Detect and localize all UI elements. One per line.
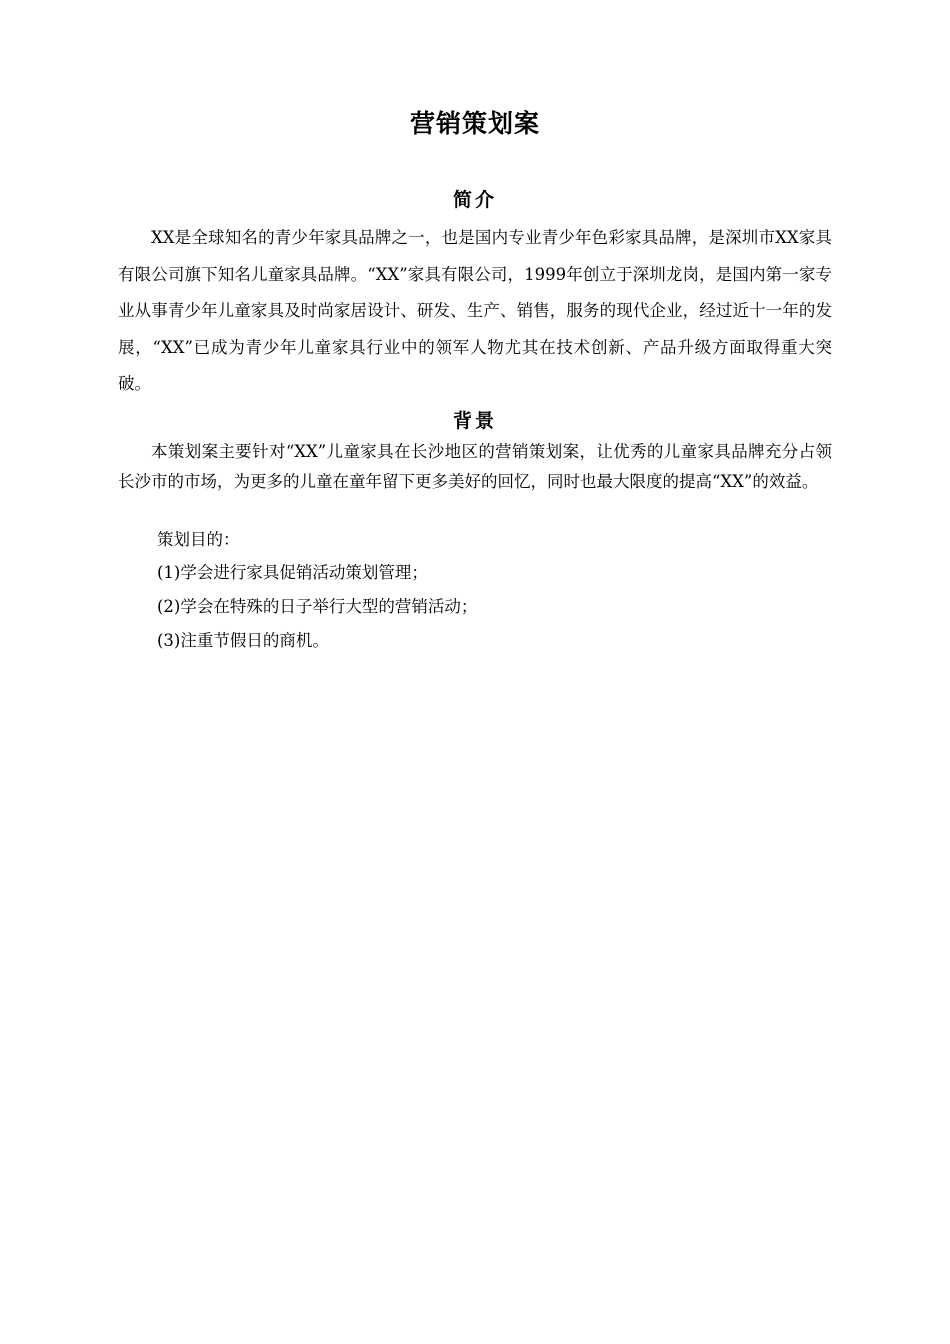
purpose-label: 策划目的： bbox=[157, 530, 240, 549]
purpose-item-3: (3)注重节假日的商机。 bbox=[157, 631, 329, 650]
purpose-item-2: (2)学会在特殊的日子举行大型的营销活动； bbox=[157, 597, 478, 616]
purpose-item-1: (1)学会进行家具促销活动策划管理； bbox=[157, 563, 428, 582]
section-heading-intro: 简介 bbox=[452, 189, 497, 211]
section-heading-background: 背景 bbox=[452, 410, 497, 432]
intro-paragraph: XX是全球知名的青少年家具品牌之一，也是国内专业青少年色彩家具品牌，是深圳市XX家具有限公司旗下知名儿童家具品牌。“XX”家具有限公司，1999年创立于深圳龙岗，是国内第一家专业从事青少年儿童家具及时尚家居设计、研发、生产、销售，服务的现代企业，经过近十一年的发展，“XX”已成为青少年儿童家具行业中的领军人物尤其在技术创新、产品升级方面取得重大突破。 bbox=[118, 228, 832, 393]
document-title: 营销策划案 bbox=[409, 109, 540, 138]
background-paragraph: 本策划案主要针对“XX”儿童家具在长沙地区的营销策划案，让优秀的儿童家具品牌充分占领长沙市的市场，为更多的儿童在童年留下更多美好的回忆，同时也最大限度的提高“XX”的效益。 bbox=[118, 442, 832, 491]
